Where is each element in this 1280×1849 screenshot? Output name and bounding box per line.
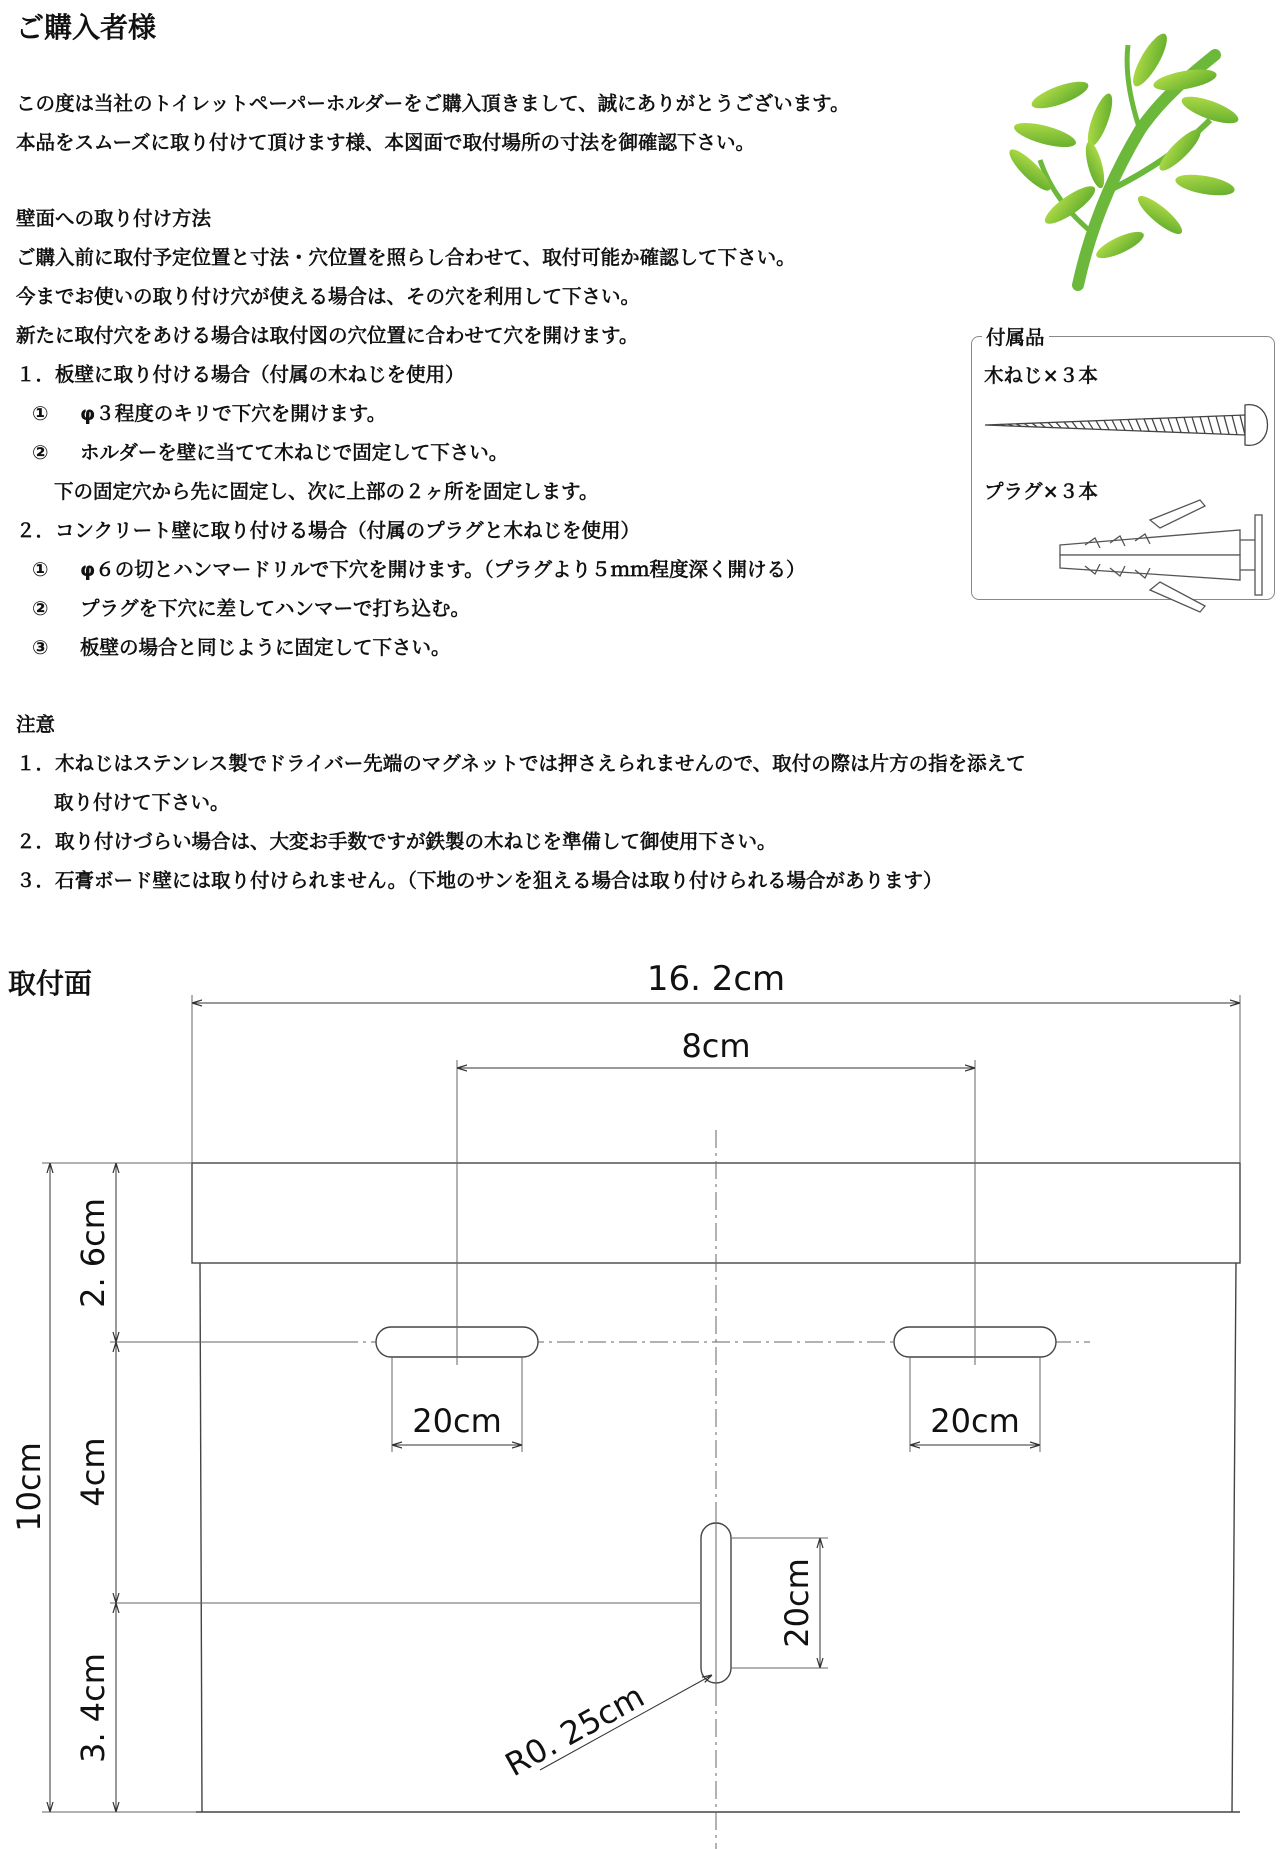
mounting-heading: 壁面への取り付け方法 xyxy=(16,207,212,230)
wood-screw-icon xyxy=(985,405,1268,446)
case2-title: ２．コンクリート壁に取り付ける場合（付属のプラグと木ねじを使用） xyxy=(16,519,641,542)
case1-step-2-text: ホルダーを壁に当てて木ねじで固定して下さい。 xyxy=(80,441,509,464)
bamboo-icon xyxy=(1005,30,1242,285)
screw-label: 木ねじ×３本 xyxy=(984,364,1098,387)
case2-step-3-text: 板壁の場合と同じように固定して下さい。 xyxy=(80,636,451,659)
caution-item-2: ２．取り付けづらい場合は、大変お手数ですが鉄製の木ねじを準備して御使用下さい。 xyxy=(16,830,777,853)
caution-item-3: ３．石膏ボード壁には取り付けられません。（下地のサンを狙える場合は取り付けられる場合があります） xyxy=(16,869,943,892)
caution-heading: 注意 xyxy=(16,713,56,736)
mounting-line-2: 今までお使いの取り付け穴が使える場合は、その穴を利用して下さい。 xyxy=(16,285,641,308)
slot-left-label: 20cm xyxy=(412,1402,502,1440)
slot-right-label: 20cm xyxy=(930,1402,1020,1440)
case1-step-1-text: φ３程度のキリで下穴を開けます。 xyxy=(80,402,387,425)
intro-line-1: この度は当社のトイレットペーパーホルダーをご購入頂きまして、誠にありがとうございます。 xyxy=(16,92,850,115)
case1-step-1-num: ① xyxy=(32,402,49,425)
page-title: ご購入者様 xyxy=(16,11,157,44)
wall-plug-icon xyxy=(1060,500,1262,612)
bottom-offset-label: 3. 4cm xyxy=(74,1653,112,1763)
intro-line-2: 本品をスムーズに取り付けて頂けます様、本図面で取付場所の寸法を御確認下さい。 xyxy=(16,131,756,154)
case1-step-2-num: ② xyxy=(32,441,49,464)
mid-offset-label: 4cm xyxy=(74,1437,112,1507)
caution-item-1-cont: 取り付けて下さい。 xyxy=(54,791,230,814)
slot-vertical-label: 20cm xyxy=(778,1558,816,1648)
case2-step-2-text: プラグを下穴に差してハンマーで打ち込む。 xyxy=(80,597,471,620)
top-offset-label: 2. 6cm xyxy=(74,1198,112,1308)
total-height-label: 10cm xyxy=(10,1442,48,1532)
case2-step-1-num: ① xyxy=(32,558,49,581)
hole-spacing-label: 8cm xyxy=(681,1027,751,1065)
radius-label: R0. 25cm xyxy=(498,1676,651,1784)
accessories-title: 付属品 xyxy=(982,322,1049,350)
mounting-line-3: 新たに取付穴をあける場合は取付図の穴位置に合わせて穴を開けます。 xyxy=(16,324,639,347)
case1-note: 下の固定穴から先に固定し、次に上部の２ヶ所を固定します。 xyxy=(54,480,599,503)
diagram-title: 取付面 xyxy=(8,967,93,1000)
plate-right-edge xyxy=(1232,1263,1236,1812)
case2-step-2-num: ② xyxy=(32,597,49,620)
plug-label: プラグ×３本 xyxy=(984,480,1098,503)
plate-left-edge xyxy=(200,1263,202,1812)
case2-step-3-num: ③ xyxy=(32,636,49,659)
mounting-line-1: ご購入前に取付予定位置と寸法・穴位置を照らし合わせて、取付可能か確認して下さい。 xyxy=(16,246,796,269)
case2-step-1-text: φ６の切とハンマードリルで下穴を開けます。（プラグより５ｍｍ程度深く開ける） xyxy=(80,558,806,581)
width-total-label: 16. 2cm xyxy=(646,959,786,999)
caution-item-1: １．木ねじはステンレス製でドライバー先端のマグネットでは押さえられませんので、取付の際は片方の指を添えて xyxy=(16,752,1026,775)
case1-title: １．板壁に取り付ける場合（付属の木ねじを使用） xyxy=(16,363,465,386)
